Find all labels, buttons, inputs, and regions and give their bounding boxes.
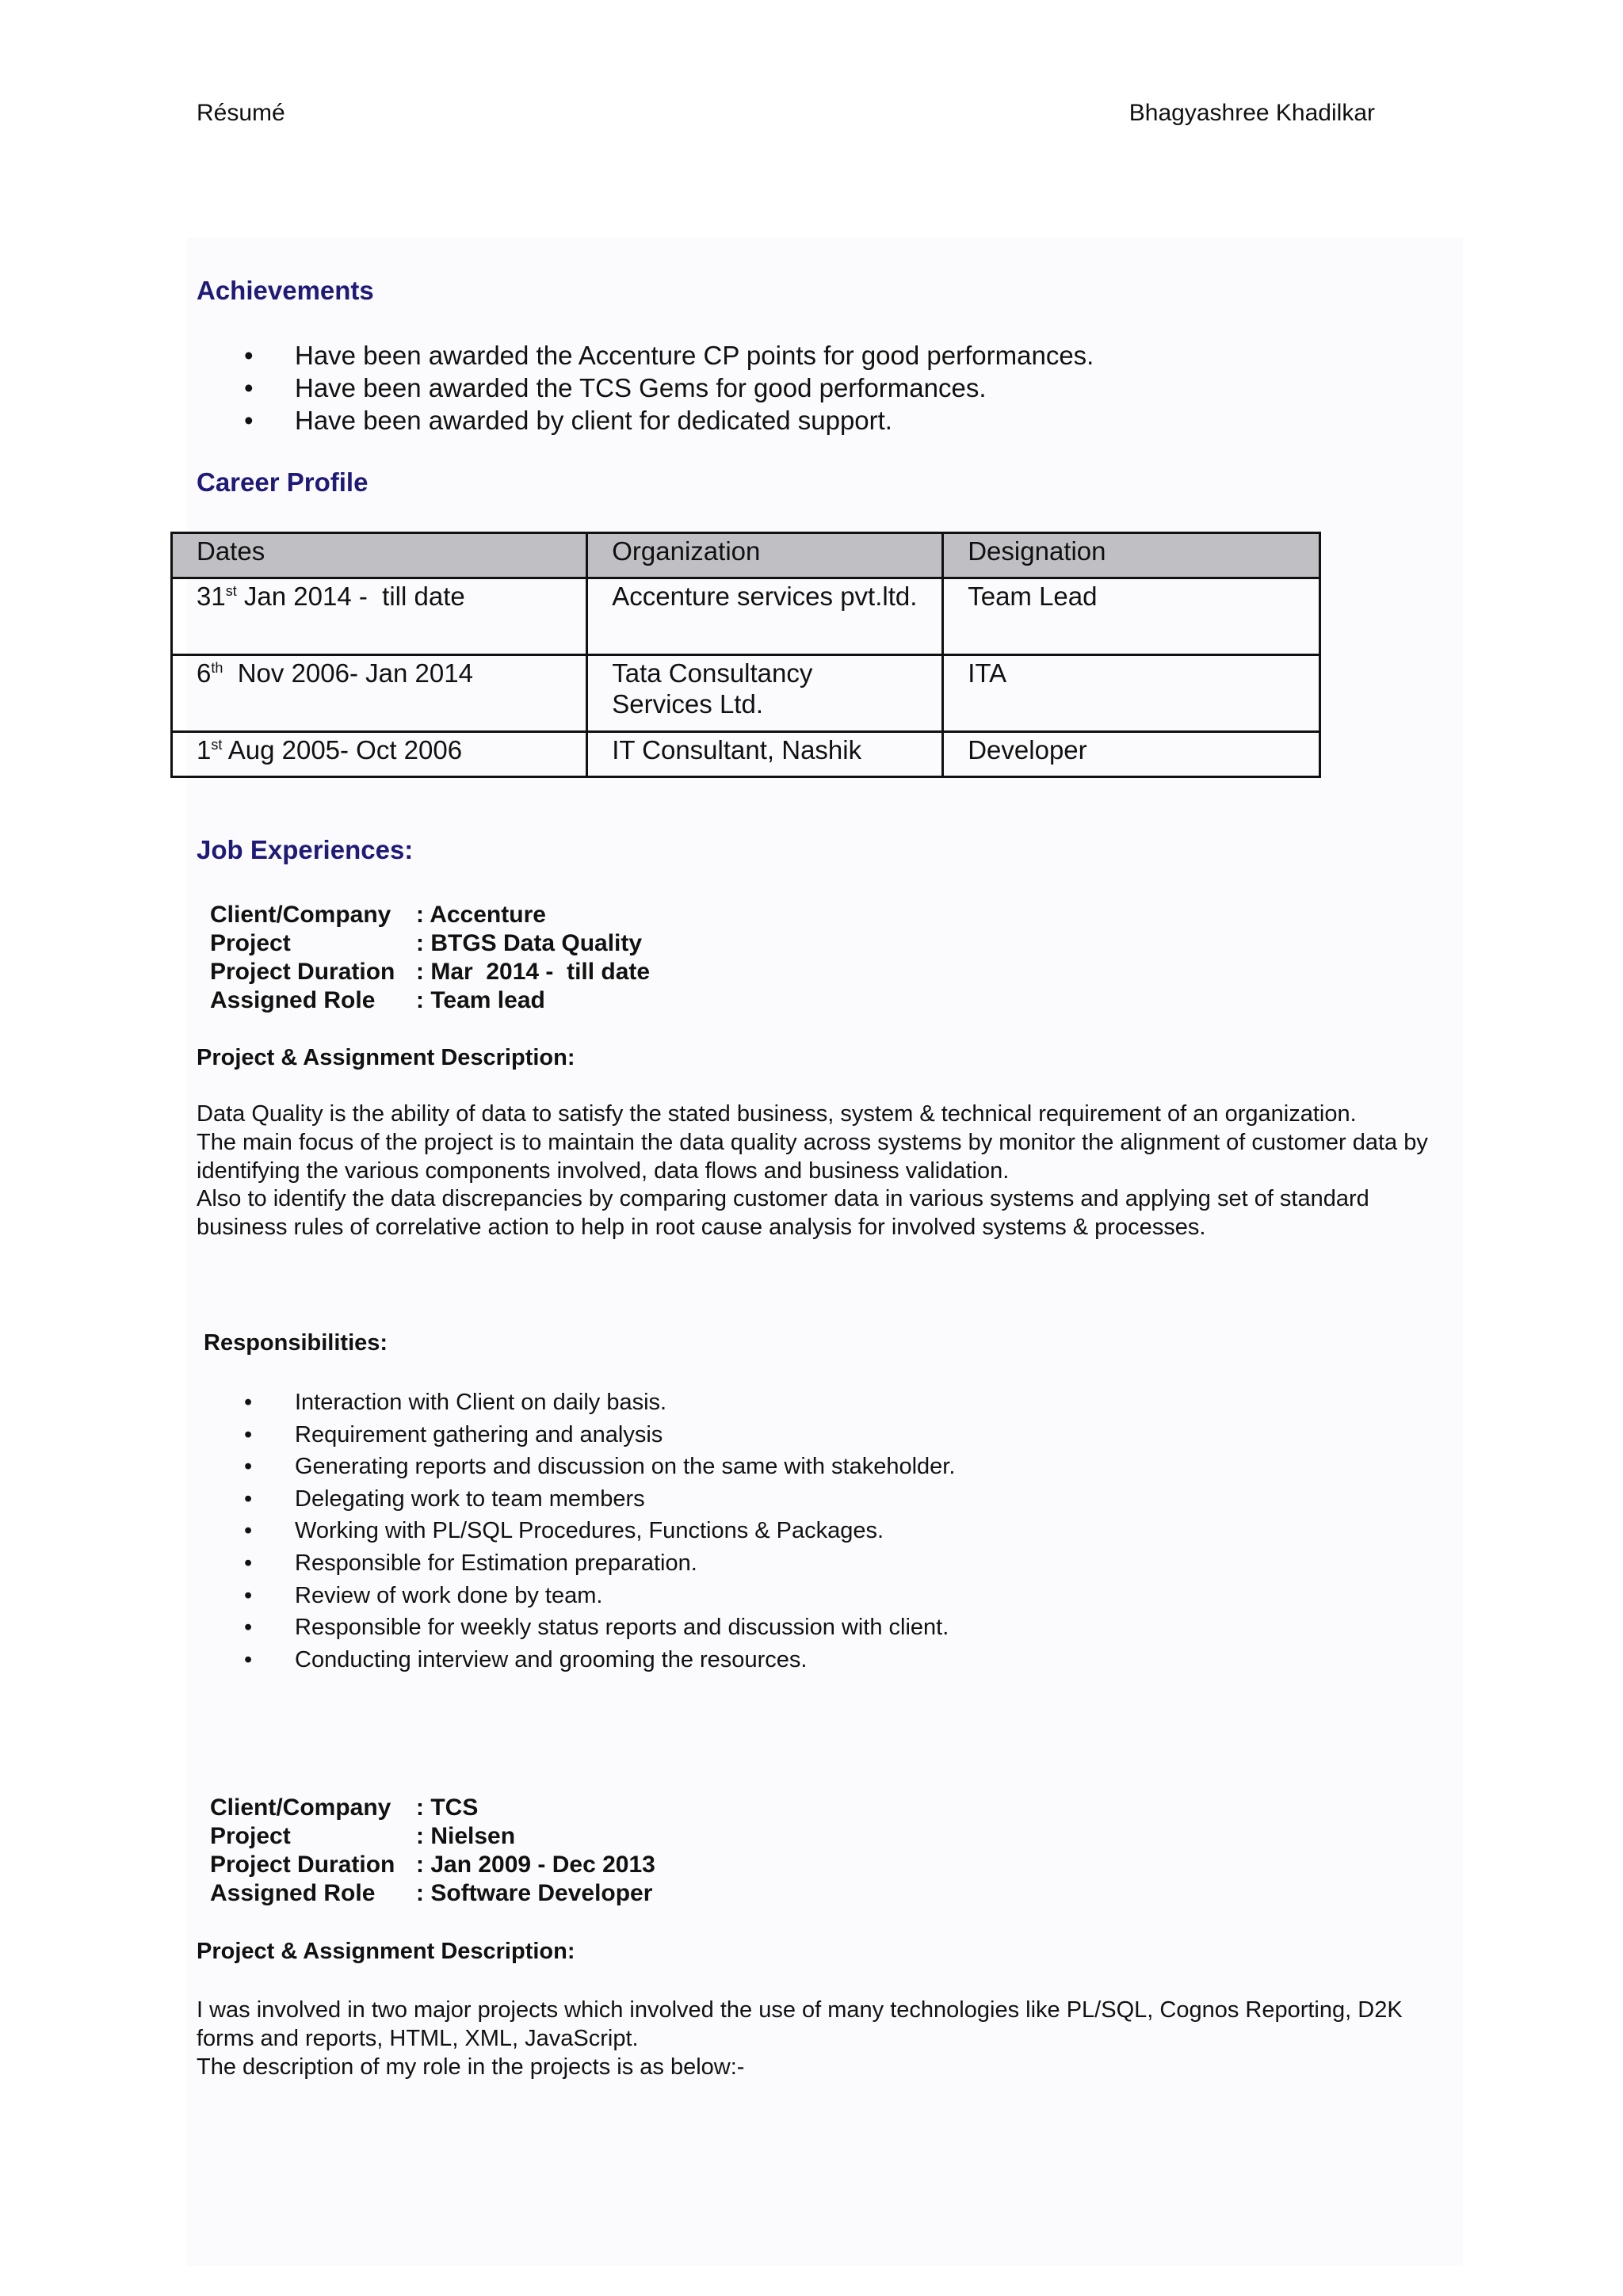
list-item: • Working with PL/SQL Procedures, Functions & Packages. — [197, 1515, 955, 1547]
cell-dates: 1st Aug 2005- Oct 2006 — [172, 732, 587, 777]
detail-row — [210, 1822, 655, 1851]
paragraph: I was involved in two major projects which involved the use of many technologies like PL/SQL, Cognos Reporting, D2K forms and reports, HTML, XML, JavaScript. — [197, 1997, 1403, 2051]
cell-dates: 6th Nov 2006- Jan 2014 — [172, 655, 587, 732]
detail-value: : Team lead — [416, 987, 545, 1013]
paragraph: The main focus of the project is to maintain the data quality across systems by monitor the alignment of customer data by identifying the various components involved, data flows and business validation. — [197, 1129, 1428, 1184]
header-candidate-name: Bhagyashree Khadilkar — [1128, 100, 1375, 126]
list-item: • Have been awarded the TCS Gems for good performances. — [197, 372, 1094, 404]
cell-organization: IT Consultant, Nashik — [587, 732, 943, 777]
detail-row — [210, 958, 650, 986]
detail-label: Project Duration — [210, 1852, 395, 1878]
column-header-organization: Organization — [587, 533, 943, 578]
detail-value: : Jan 2009 - Dec 2013 — [416, 1852, 655, 1878]
career-profile-title: Career Profile — [197, 467, 369, 497]
list-item: • Review of work done by team. — [197, 1580, 955, 1612]
responsibilities-list — [197, 1386, 955, 1676]
achievements-list — [197, 339, 1094, 437]
detail-row — [210, 1794, 655, 1822]
detail-row — [210, 1879, 655, 1908]
cell-designation: Developer — [943, 732, 1320, 777]
detail-row — [210, 1851, 655, 1879]
detail-label: Project — [210, 930, 291, 956]
list-item: • Responsible for Estimation preparation. — [197, 1547, 955, 1580]
detail-value: : Software Developer — [416, 1880, 653, 1906]
paragraph: Data Quality is the ability of data to satisfy the stated business, system & technical requirement of an organization. — [197, 1101, 1357, 1127]
detail-label: Assigned Role — [210, 1880, 376, 1906]
detail-value: : Mar 2014 - till date — [416, 959, 651, 985]
detail-value: : TCS — [416, 1794, 479, 1821]
detail-row — [210, 901, 650, 929]
list-item: • Responsible for weekly status reports and discussion with client. — [197, 1611, 955, 1644]
detail-label: Assigned Role — [210, 987, 376, 1013]
table-row — [172, 732, 1320, 777]
detail-label: Project Duration — [210, 959, 395, 985]
detail-label: Client/Company — [210, 1794, 391, 1821]
list-item: • Have been awarded by client for dedicated support. — [197, 404, 1094, 437]
list-item: • Conducting interview and grooming the resources. — [197, 1644, 955, 1676]
list-item: • Delegating work to team members — [197, 1483, 955, 1516]
detail-row — [210, 986, 650, 1015]
cell-organization: Tata Consultancy Services Ltd. — [587, 655, 943, 732]
table-row — [172, 578, 1320, 655]
list-item: • Generating reports and discussion on the same with stakeholder. — [197, 1451, 955, 1483]
cell-designation: ITA — [943, 655, 1320, 732]
paragraph: Also to identify the data discrepancies by comparing customer data in various systems and applying set of standard business rules of correlative action to help in root cause analysis for involved systems & processes. — [197, 1186, 1369, 1241]
list-item: • Interaction with Client on daily basis. — [197, 1386, 955, 1419]
detail-value: : Nielsen — [416, 1823, 516, 1849]
header-resume-label: Résumé — [197, 100, 285, 126]
project-details-accenture — [210, 901, 650, 1015]
detail-row — [210, 929, 650, 958]
project-description — [197, 1997, 1465, 2081]
cell-organization: Accenture services pvt.ltd. — [587, 578, 943, 655]
cell-designation: Team Lead — [943, 578, 1320, 655]
achievements-title: Achievements — [197, 276, 374, 305]
detail-label: Project — [210, 1823, 291, 1849]
detail-label: Client/Company — [210, 902, 391, 928]
column-header-dates: Dates — [172, 533, 587, 578]
detail-value: : Accenture — [416, 902, 546, 928]
project-description — [197, 1100, 1465, 1242]
job-experiences-title: Job Experiences: — [197, 835, 414, 864]
responsibilities-title: Responsibilities: — [204, 1330, 388, 1356]
paragraph: The description of my role in the projects is as below:- — [197, 2054, 745, 2080]
cell-dates: 31st Jan 2014 - till date — [172, 578, 587, 655]
table-row — [172, 655, 1320, 732]
project-description-title: Project & Assignment Description: — [197, 1045, 575, 1070]
list-item: • Requirement gathering and analysis — [197, 1419, 955, 1451]
detail-value: : BTGS Data Quality — [416, 930, 643, 956]
column-header-designation: Designation — [943, 533, 1320, 578]
project-details-tcs — [210, 1794, 655, 1908]
career-profile-table — [170, 532, 1321, 778]
list-item: • Have been awarded the Accenture CP points for good performances. — [197, 339, 1094, 372]
table-header-row — [172, 533, 1320, 578]
project-description-title: Project & Assignment Description: — [197, 1939, 575, 1964]
